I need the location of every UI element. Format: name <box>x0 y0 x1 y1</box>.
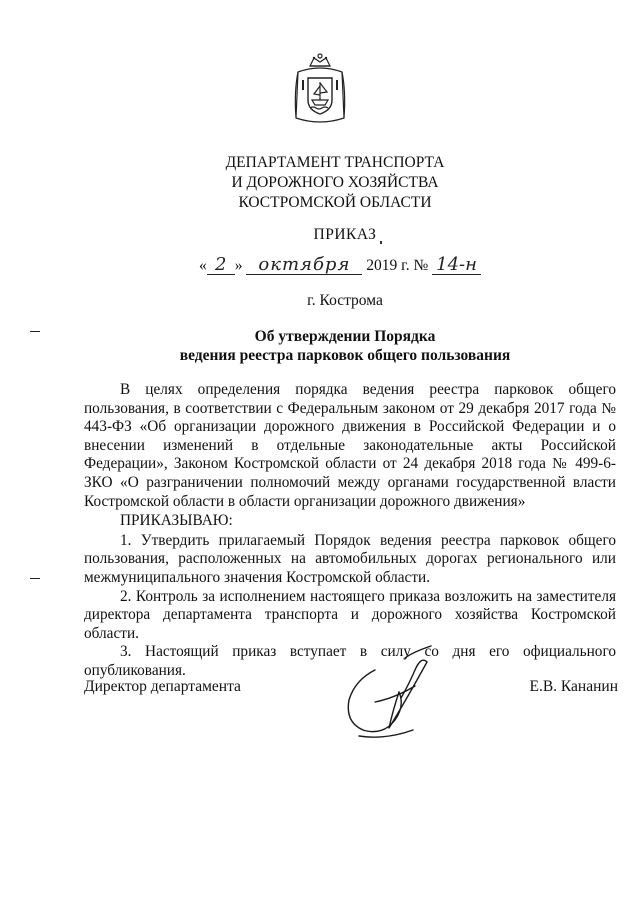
city-line: г. Кострома <box>307 292 383 309</box>
stray-tick-mark <box>380 241 382 244</box>
coat-of-arms-icon <box>288 52 352 128</box>
order-year-text: 2019 г. № <box>366 257 429 274</box>
header-line-3: КОСТРОМСКОЙ ОБЛАСТИ <box>238 194 432 211</box>
order-date-number-line <box>0 256 640 275</box>
header-line-2: И ДОРОЖНОГО ХОЗЯЙСТВА <box>231 174 439 191</box>
subject-line-1: Об утверждении Порядка <box>254 328 436 345</box>
open-quote: « <box>199 257 207 274</box>
decree-word: ПРИКАЗЫВАЮ: <box>120 512 233 530</box>
item-1-paragraph: 1. Утвердить прилагаемый Порядок ведения реестра парковок общего пользования, расположенных на автомобильных дорогах регионального или межмуниципального значения Костромской области. <box>84 531 616 586</box>
close-quote: » <box>234 257 243 274</box>
header-line-1: ДЕПАРТАМЕНТ ТРАНСПОРТА <box>225 154 445 171</box>
handwritten-signature <box>335 640 450 745</box>
order-title: ПРИКАЗ <box>313 226 377 243</box>
department-header <box>0 153 640 213</box>
subject-line-2: ведения реестра парковок общего пользования <box>179 347 511 364</box>
margin-mark-2 <box>30 578 40 579</box>
item-2-paragraph: 2. Контроль за исполнением настоящего приказа возложить на заместителя директора департамента транспорта и дорожного хозяйства Костромской области. <box>84 587 616 642</box>
signatory-name: Е.В. Кананин <box>529 678 618 695</box>
item-3-paragraph: 3. Настоящий приказ вступает в силу со дня его официального опубликования. <box>84 643 616 679</box>
order-subject <box>0 327 640 365</box>
order-month: октября <box>246 256 362 275</box>
order-number: 14-н <box>432 256 481 275</box>
margin-mark-1 <box>30 331 40 332</box>
intro-paragraph: В целях определения порядка ведения реестра парковок общего пользования, в соответствии с Федеральным законом от 29 декабря 2017 года № 443-ФЗ «Об организации дорожного движения в Российской Федерации и о внесении изменений в отдельные законодательные акты Российской Федерации», Законом Костромской области от 24 декабря 2018 года № 499-6-ЗКО «О разграничении полномочий между органами государственной власти Костромской области в области организации дорожного движения» <box>84 381 616 510</box>
signatory-position: Директор департамента <box>84 678 241 695</box>
order-day: 2 <box>207 256 235 275</box>
order-body <box>84 381 616 681</box>
